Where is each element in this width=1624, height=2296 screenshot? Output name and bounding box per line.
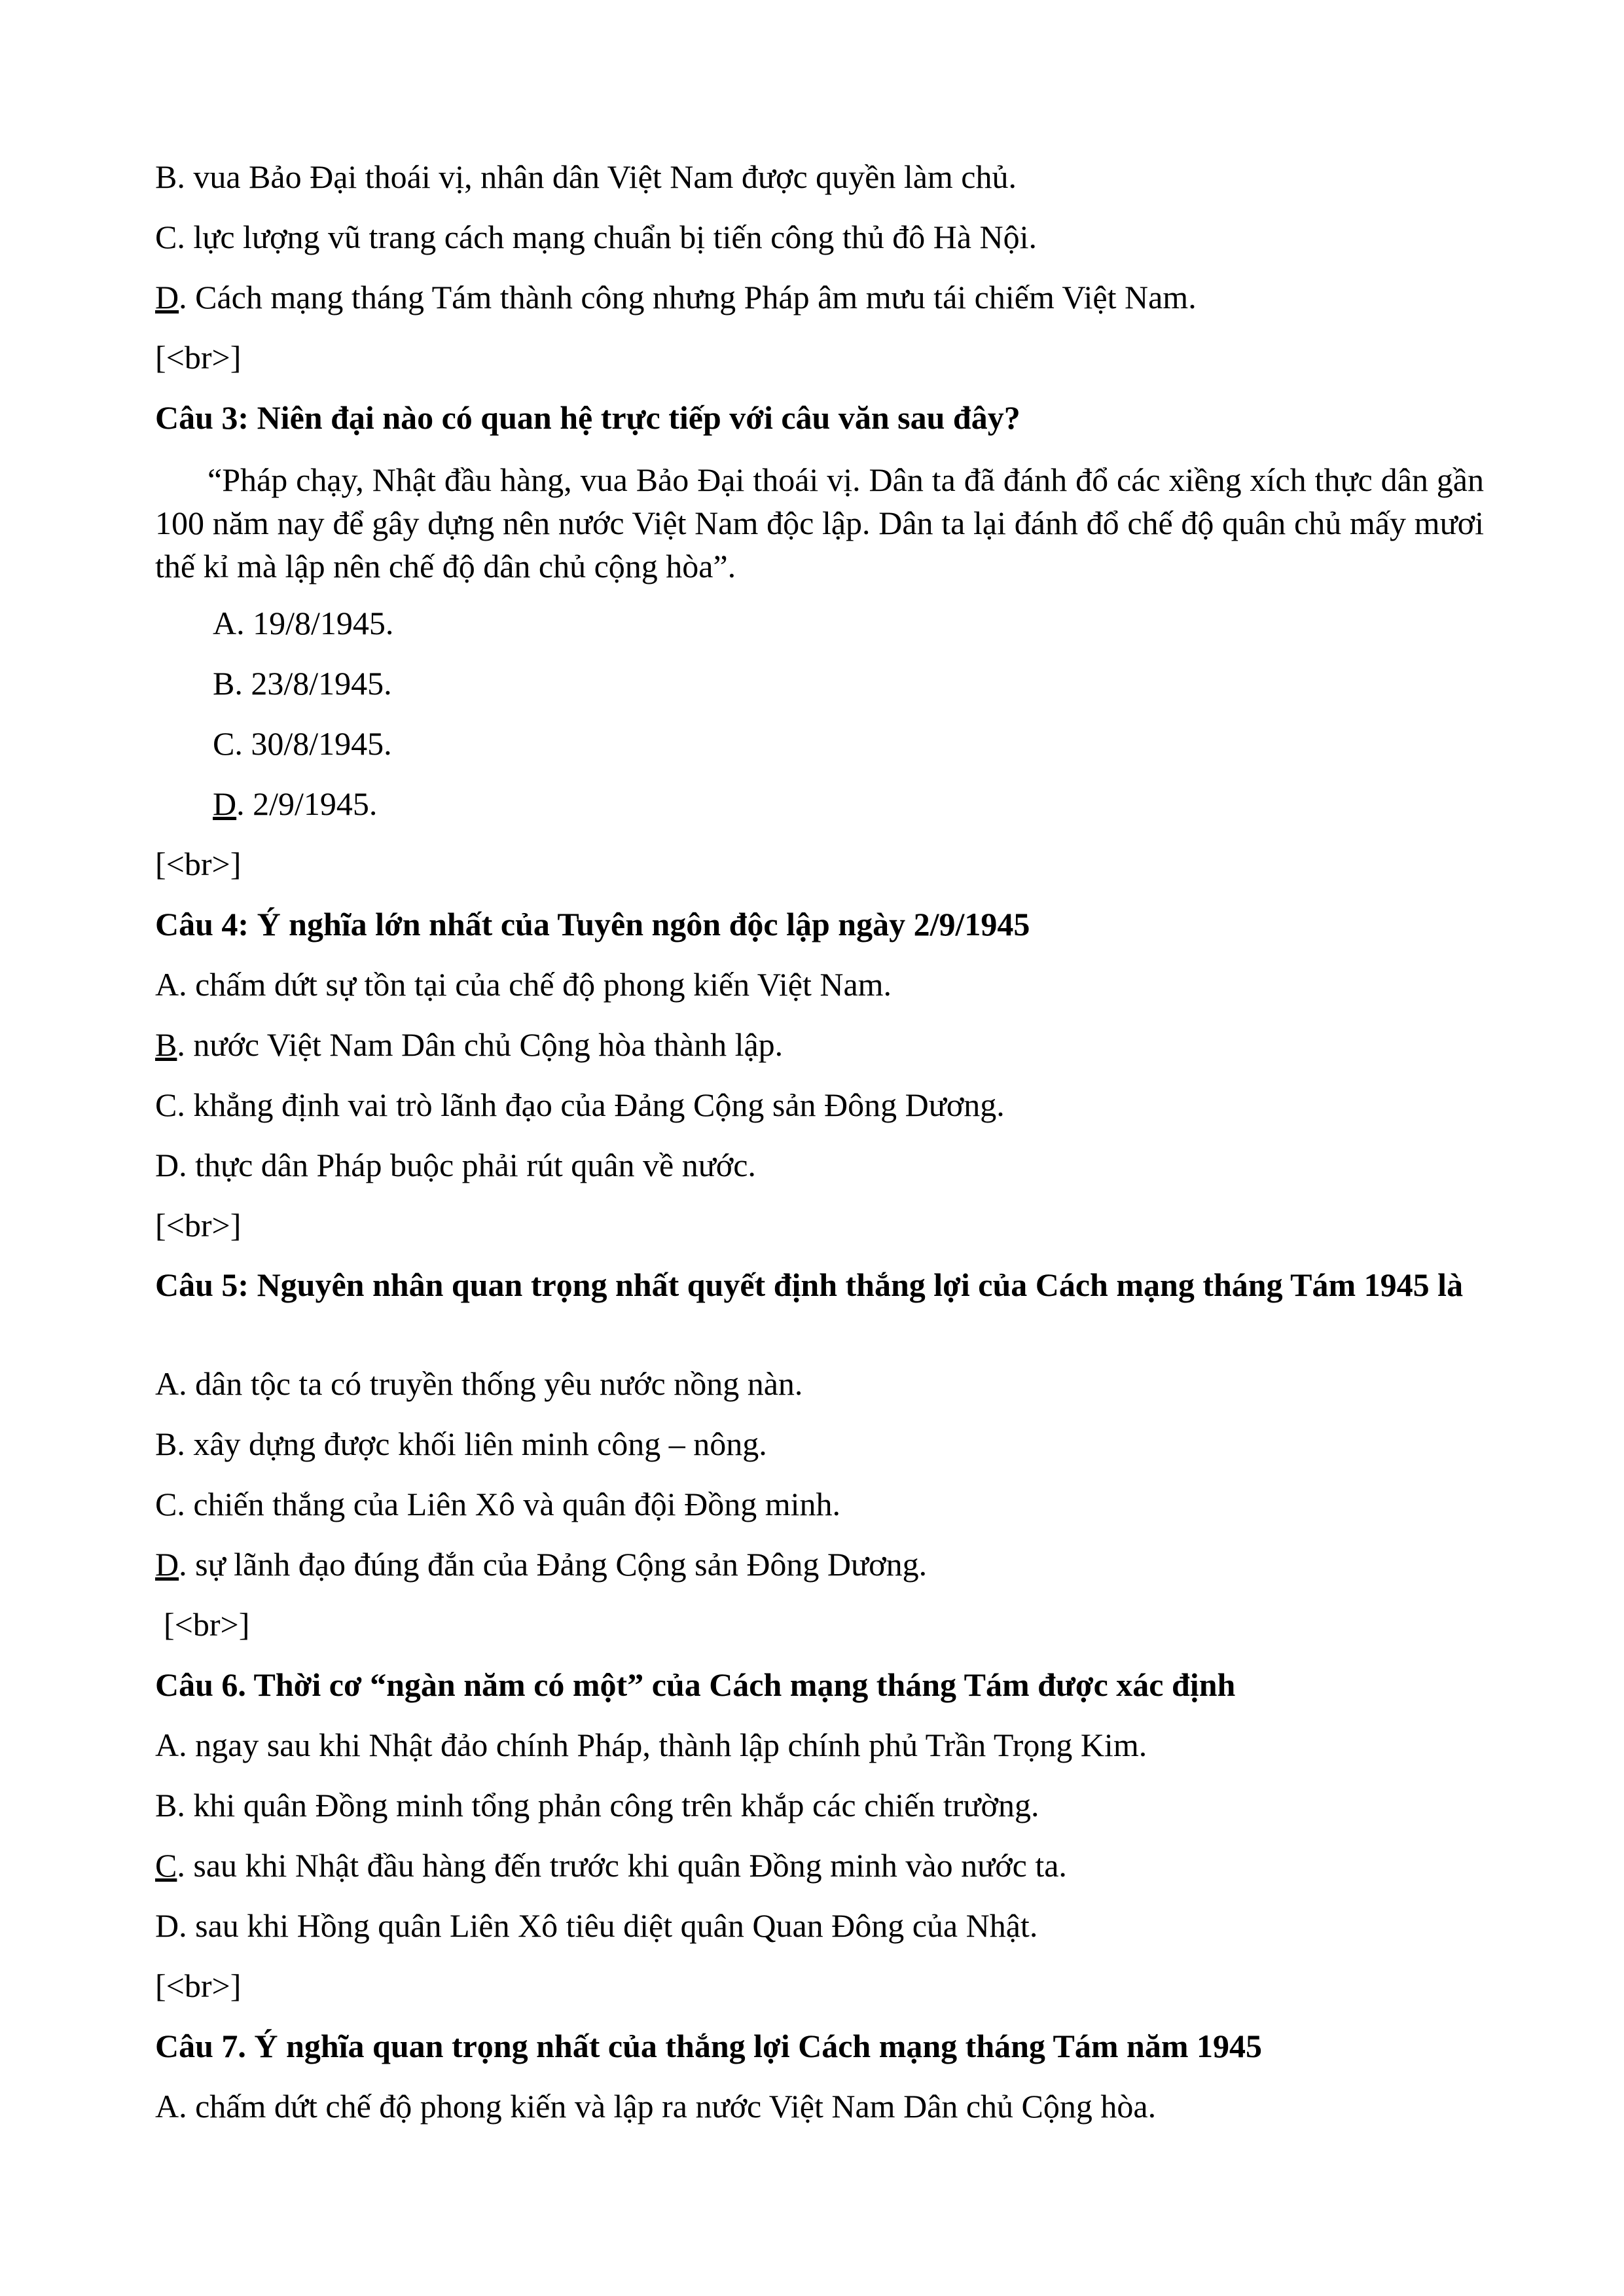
- option-letter: C: [155, 1086, 177, 1123]
- q5-option-d: [155, 1534, 927, 1594]
- q4-option-c: [155, 1075, 1005, 1135]
- option-letter: A: [155, 966, 179, 1003]
- option-text: . vua Bảo Đại thoái vị, nhân dân Việt Nam được quyền làm chủ.: [177, 158, 1017, 195]
- option-letter: A: [155, 2088, 179, 2125]
- option-letter: B: [155, 158, 177, 195]
- q6-option-a: [155, 1715, 1147, 1775]
- option-text: . sau khi Hồng quân Liên Xô tiêu diệt quân Quan Đông của Nhật.: [179, 1907, 1038, 1944]
- option-letter: C: [155, 219, 177, 255]
- option-text: . ngay sau khi Nhật đảo chính Pháp, thành lập chính phủ Trần Trọng Kim.: [179, 1727, 1147, 1763]
- question-6-title: Câu 6. Thời cơ “ngàn năm có một” của Cách mạng tháng Tám được xác định: [155, 1666, 1236, 1703]
- q4-option-d: [155, 1135, 756, 1195]
- option-text: . chấm dứt chế độ phong kiến và lập ra nước Việt Nam Dân chủ Cộng hòa.: [179, 2088, 1157, 2125]
- q2-option-d: [155, 267, 1197, 327]
- option-letter: A: [213, 605, 237, 641]
- q6-option-d: [155, 1895, 1038, 1956]
- q2-option-c: [155, 207, 1037, 267]
- q2-option-b: [155, 147, 1017, 207]
- option-letter: C: [213, 725, 235, 762]
- break-marker: [<br>]: [155, 1207, 242, 1244]
- option-letter: D: [155, 1907, 179, 1944]
- question-5-title: Câu 5: Nguyên nhân quan trọng nhất quyết định thắng lợi của Cách mạng tháng Tám 1945 là: [155, 1266, 1464, 1303]
- option-letter: B: [213, 665, 235, 702]
- break-marker: [<br>]: [155, 1967, 242, 2004]
- option-letter-correct: C: [155, 1847, 177, 1884]
- option-text: . 19/8/1945.: [236, 605, 394, 641]
- option-letter-correct: D: [155, 1546, 179, 1583]
- option-letter-correct: D: [155, 279, 179, 315]
- question-3-quote: “Pháp chạy, Nhật đầu hàng, vua Bảo Đại thoái vị. Dân ta đã đánh đổ các xiềng xích thực dân gần 100 năm nay để gây dựng nên nước Việt Nam độc lập. Dân ta lại đánh đổ chế độ quân chủ mấy mươi thế kỉ mà lập nên chế độ dân chủ cộng hòa”.: [155, 461, 1484, 584]
- option-text: . chấm dứt sự tồn tại của chế độ phong kiến Việt Nam.: [179, 966, 892, 1003]
- option-letter: C: [155, 1486, 177, 1522]
- option-text: . khi quân Đồng minh tổng phản công trên khắp các chiến trường.: [177, 1787, 1039, 1823]
- question-4-title: Câu 4: Ý nghĩa lớn nhất của Tuyên ngôn độc lập ngày 2/9/1945: [155, 906, 1030, 942]
- option-text: . Cách mạng tháng Tám thành công nhưng Pháp âm mưu tái chiếm Việt Nam.: [179, 279, 1197, 315]
- q5-option-b: [155, 1414, 767, 1474]
- q3-option-c: [213, 713, 392, 774]
- option-text: . sự lãnh đạo đúng đắn của Đảng Cộng sản Đông Dương.: [179, 1546, 928, 1583]
- question-3-title: Câu 3: Niên đại nào có quan hệ trực tiếp với câu văn sau đây?: [155, 399, 1020, 436]
- option-text: . khẳng định vai trò lãnh đạo của Đảng Cộng sản Đông Dương.: [177, 1086, 1005, 1123]
- q4-option-b: [155, 1014, 783, 1075]
- q6-option-c: [155, 1835, 1067, 1895]
- option-letter: B: [155, 1787, 177, 1823]
- break-marker: [<br>]: [155, 339, 242, 376]
- option-text: . lực lượng vũ trang cách mạng chuẩn bị tiến công thủ đô Hà Nội.: [177, 219, 1038, 255]
- q5-option-c: [155, 1474, 840, 1534]
- option-text: . chiến thắng của Liên Xô và quân đội Đồng minh.: [177, 1486, 841, 1522]
- break-marker: [<br>]: [164, 1606, 250, 1643]
- option-text: . dân tộc ta có truyền thống yêu nước nồng nàn.: [179, 1365, 803, 1402]
- q3-option-a: [213, 593, 393, 653]
- q3-option-b: [213, 653, 392, 713]
- q6-option-b: [155, 1775, 1039, 1835]
- option-letter: A: [155, 1365, 179, 1402]
- option-text: . 30/8/1945.: [234, 725, 392, 762]
- q5-option-a: [155, 1354, 803, 1414]
- q4-option-a: [155, 954, 892, 1014]
- option-text: . sau khi Nhật đầu hàng đến trước khi quân Đồng minh vào nước ta.: [177, 1847, 1067, 1884]
- q7-option-a: [155, 2076, 1156, 2136]
- option-letter: A: [155, 1727, 179, 1763]
- option-letter-correct: B: [155, 1026, 177, 1063]
- option-text: . xây dựng được khối liên minh công – nông.: [177, 1426, 767, 1462]
- option-letter: B: [155, 1426, 177, 1462]
- break-marker: [<br>]: [155, 846, 242, 882]
- q3-option-d: [213, 774, 377, 834]
- option-text: . 23/8/1945.: [234, 665, 392, 702]
- option-letter-correct: D: [213, 785, 237, 822]
- option-text: . nước Việt Nam Dân chủ Cộng hòa thành lập.: [177, 1026, 784, 1063]
- question-7-title: Câu 7. Ý nghĩa quan trọng nhất của thắng lợi Cách mạng tháng Tám năm 1945: [155, 2028, 1262, 2064]
- option-text: . thực dân Pháp buộc phải rút quân về nước.: [179, 1147, 756, 1183]
- option-text: . 2/9/1945.: [236, 785, 378, 822]
- option-letter: D: [155, 1147, 179, 1183]
